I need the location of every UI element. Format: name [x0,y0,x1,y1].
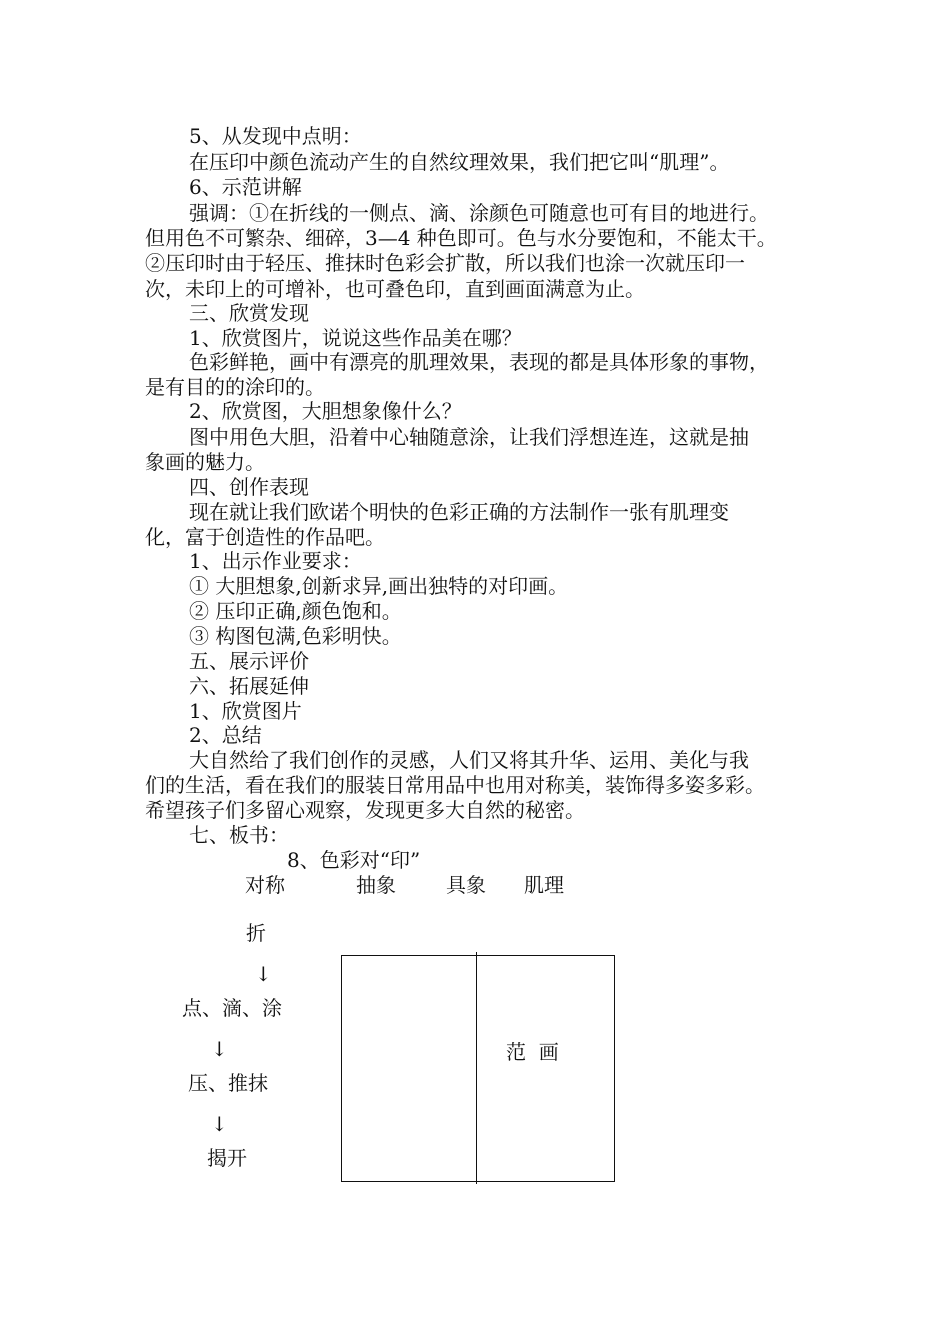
section-heading-6: 六、拓展延伸 [189,674,309,698]
board-keyword: 抽象 [356,873,396,897]
board-step: 点、滴、涂 [182,996,282,1020]
board-keyword: 对称 [245,873,285,897]
board-title: 8、色彩对“印” [287,848,421,872]
paragraph: 1、出示作业要求： [189,549,362,573]
section-heading-7: 七、板书： [189,823,289,847]
paragraph: 大自然给了我们创作的灵感，人们又将其升华、运用、美化与我 [189,748,749,772]
list-item: ③ 构图包满,色彩明快。 [189,624,402,648]
paragraph: 化，富于创造性的作品吧。 [145,525,385,549]
paragraph: 现在就让我们欧诺个明快的色彩正确的方法制作一张有肌理变 [189,500,729,524]
paragraph: 1、欣赏图片，说说这些作品美在哪？ [189,326,522,350]
heading-discovery: 5、从发现中点明： [189,124,362,148]
paragraph: 色彩鲜艳，画中有漂亮的肌理效果，表现的都是具体形象的事物， [189,350,769,374]
paragraph: 2、欣赏图，大胆想象像什么？ [189,399,462,423]
board-step: 揭开 [207,1146,247,1170]
paragraph: 2、总结 [189,723,262,747]
fold-line [476,952,477,1184]
paragraph: 们的生活，看在我们的服装日常用品中也用对称美，装饰得多姿多彩。 [145,773,765,797]
heading-demo: 6、示范讲解 [189,175,302,199]
arrow-down-icon: ↓ [211,1037,228,1061]
sample-painting-frame [341,955,615,1182]
board-keyword: 具象 [446,873,486,897]
section-heading-3: 三、欣赏发现 [189,301,309,325]
arrow-down-icon: ↓ [211,1112,228,1136]
section-heading-4: 四、创作表现 [189,475,309,499]
arrow-down-icon: ↓ [255,962,272,986]
paragraph: 象画的魅力。 [145,450,265,474]
paragraph: ②压印时由于轻压、推抹时色彩会扩散，所以我们也涂一次就压印一 [145,251,745,275]
list-item: ① 大胆想象,创新求异,画出独特的对印画。 [189,574,569,598]
paragraph: 在压印中颜色流动产生的自然纹理效果，我们把它叫“肌理”。 [189,150,730,174]
board-keyword: 肌理 [524,873,564,897]
paragraph: 希望孩子们多留心观察，发现更多大自然的秘密。 [145,798,585,822]
paragraph: 次，未印上的可增补，也可叠色印，直到画面满意为止。 [145,277,645,301]
list-item: ② 压印正确,颜色饱和。 [189,599,402,623]
paragraph: 图中用色大胆，沿着中心轴随意涂，让我们浮想连连，这就是抽 [189,425,749,449]
sample-painting-label: 范 画 [506,1040,559,1064]
board-step: 折 [246,921,266,945]
board-step: 压、推抹 [188,1071,268,1095]
paragraph: 强调：①在折线的一侧点、滴、涂颜色可随意也可有目的地进行。 [189,201,769,225]
paragraph: 是有目的的涂印的。 [145,375,325,399]
paragraph: 但用色不可繁杂、细碎，3—4 种色即可。色与水分要饱和，不能太干。 [145,226,777,250]
paragraph: 1、欣赏图片 [189,699,302,723]
section-heading-5: 五、展示评价 [189,649,309,673]
